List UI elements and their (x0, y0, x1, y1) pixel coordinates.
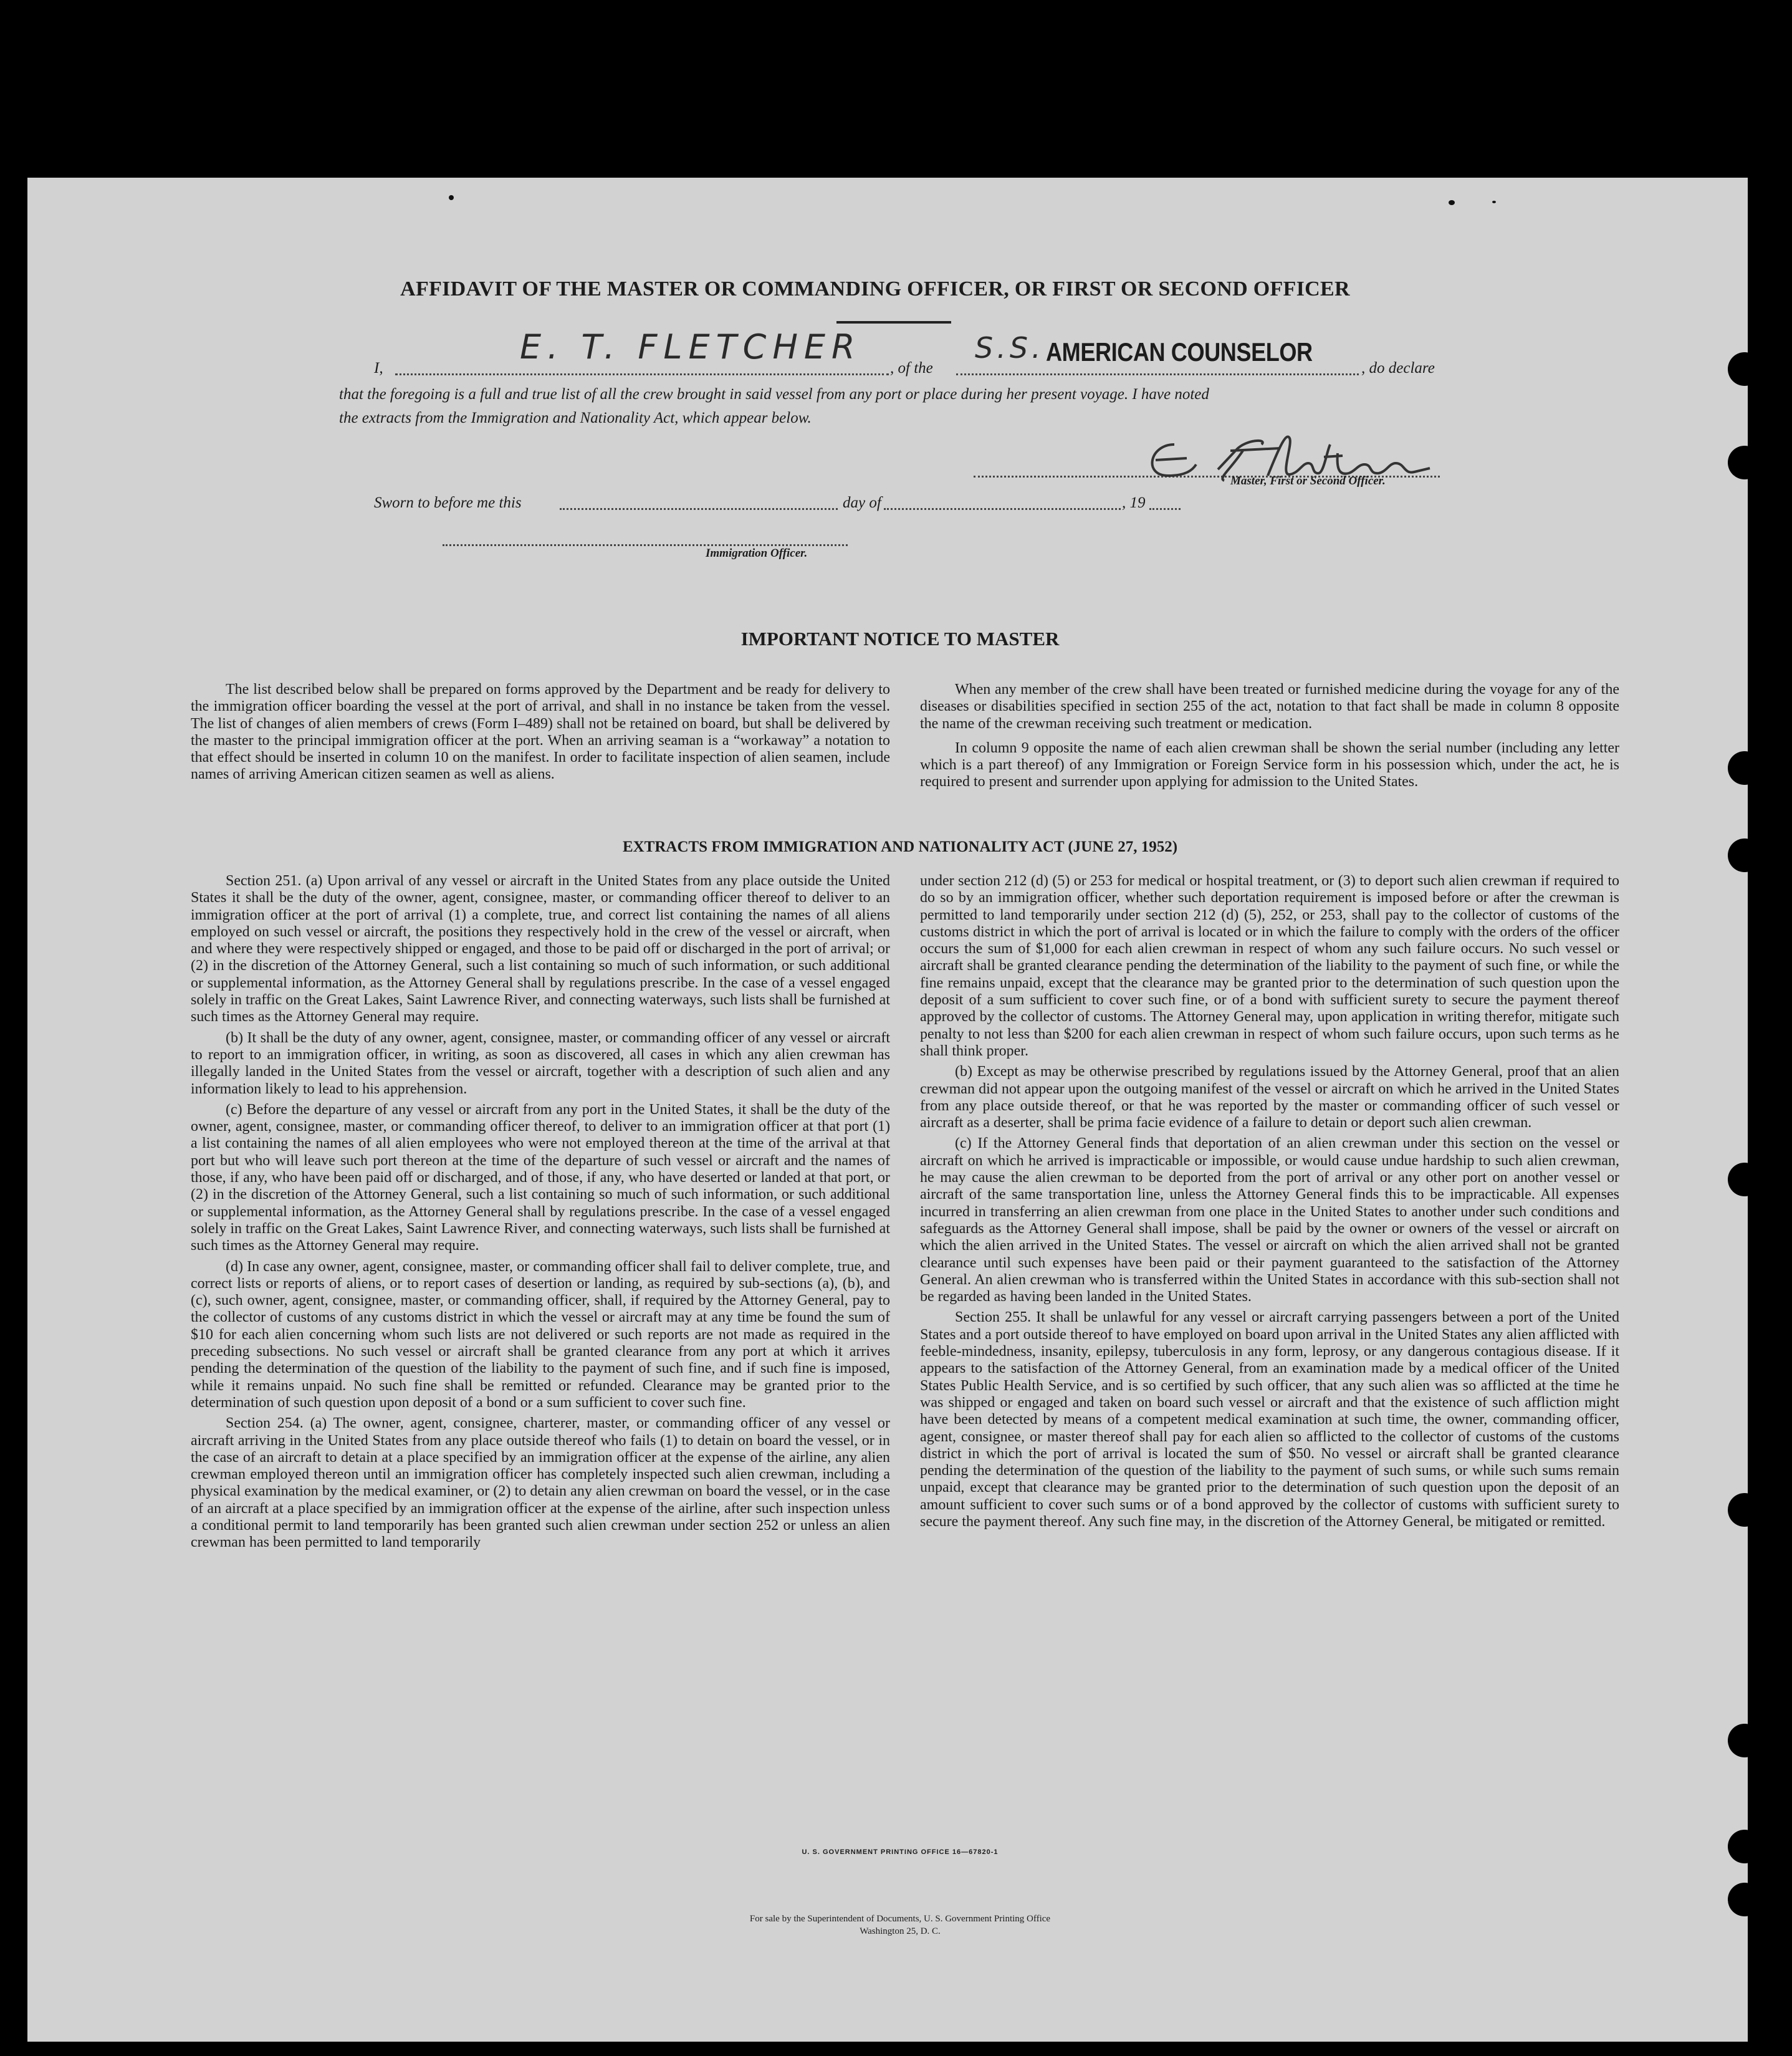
affidavit-title: AFFIDAVIT OF THE MASTER OR COMMANDING OFFICER, OR FIRST OR SECOND OFFICER (400, 277, 1350, 300)
section-254-b: (b) Except as may be otherwise prescribed by regulations issued by the Attorney General, proof that an alien crewman did not appear upon the outgoing manifest of the vessel or aircraft on which he arrived in the United States from any place outside thereof, or that he was reported by the master or commanding officer of such vessel or aircraft as a deserter, shall be prima facie evidence of a failure to detain or deport such alien crewman. (920, 1064, 1619, 1131)
declaration-line-1: that the foregoing is a full and true list of all the crew brought in said vessel from any port or place during her present voyage. I have noted (339, 386, 1209, 403)
section-251-b: (b) It shall be the duty of any owner, agent, consignee, master, or commanding officer of any vessel or aircraft to report to an immigration officer, in writing, as soon as discovered, all cases in which any alien crewman has illegally landed in the United States from the vessel or aircraft, together with a description of such alien and any information likely to lead to his apprehension. (191, 1029, 890, 1097)
title-rule (836, 321, 951, 324)
punch-hole (1728, 838, 1748, 872)
notice-right-paragraph-2: In column 9 opposite the name of each alien crewman shall be shown the serial number (including any letter which is a part thereof) of any Immigration or Foreign Service form in his possession which, under the act, he is required to present and surrender upon applying for admission to the United States. (920, 739, 1619, 790)
form-page (27, 178, 1748, 2042)
section-255: Section 255. It shall be unlawful for any vessel or aircraft carrying passengers between a port of the United States and a port outside thereof to have employed on board upon arrival in the United States any alien afflicted with feeble-mindedness, insanity, epilepsy, tuberculosis in any form, leprosy, or any dangerous contagious disease. If it appears to the satisfaction of the Attorney General, from an examination made by a medical officer of the United States Public Health Service, and is so certified by such officer, that any such alien was so afflicted at the time he was shipped or engaged and taken on board such vessel or aircraft and that the existence of such affliction might have been detected by means of a competent medical examination at such time, the owner, commanding officer, agent, consignee, or master thereof shall pay for each alien so afflicted to the collector of customs of the customs district in which the port of arrival is located the sum of $50. No vessel or aircraft shall be granted clearance pending the determination of the question of the liability to the payment of such sums, or while such sums remain unpaid, except that clearance may be granted prior to the determination of such question upon the deposit of an amount sufficient to cover such sums or of a bond approved by the collector of customs with sufficient surety to secure the payment thereof. Any such fine may, in the discretion of the Attorney General, be mitigated or remitted. (920, 1309, 1619, 1530)
sworn-month-line (884, 501, 1121, 510)
punch-hole (1728, 1493, 1748, 1527)
immigration-officer-caption: Immigration Officer. (706, 547, 808, 560)
of-the-label: , of the (890, 360, 933, 377)
notice-right-column (920, 681, 1619, 795)
extracts-title: EXTRACTS FROM IMMIGRATION AND NATIONALITY ACT (JUNE 27, 1952) (622, 838, 1178, 855)
section-251-d: (d) In case any owner, agent, consignee, master, or commanding officer shall fail to deliver complete, true, and correct lists or reports of aliens, or to report cases of desertion or landing, as required by sub-sections (a), (b), and (c), such owner, agent, consignee, master, or commanding officer, shall, if required by the Attorney General, pay to the collector of customs of any customs district in which the vessel or aircraft may at any time be found the sum of $10 for each alien concerning whom such lists are not delivered or such reports are not made as required in the preceding subsections. No such vessel or aircraft shall be granted clearance from any port at which it arrives pending the determination of the question of the liability to the payment of such fine, and if such fine is imposed, while it remains unpaid. No such fine shall be remitted or refunded. Clearance may be granted prior to the determination of such question upon deposit of a bond or a sum sufficient to cover such fine. (191, 1258, 890, 1411)
punch-hole (1728, 751, 1748, 785)
immigration-officer-line (443, 538, 848, 546)
speck (449, 195, 454, 200)
officer-name: E. T. FLETCHER (520, 327, 861, 367)
sworn-day-line (560, 501, 838, 510)
notice-left-column (191, 681, 890, 787)
signature-caption: Master, First or Second Officer. (1230, 474, 1386, 488)
punch-hole (1728, 1830, 1748, 1863)
extracts-right-column (920, 873, 1619, 1534)
do-declare-label: , do declare (1361, 360, 1435, 377)
punch-hole (1728, 1163, 1748, 1196)
section-254-a-continued: under section 212 (d) (5) or 253 for medical or hospital treatment, or (3) to deport such alien crewman if required to do so by an immigration officer, whether such deportation requirement is imposed before or after the crewman is permitted to land temporarily under section 212 (d) (5), 252, or 253, shall pay to the collector of customs of the customs district in which the port of arrival is located or in which the failure to comply with the orders of the officer occurs the sum of $1,000 for each alien crewman in respect of whom any such failure occurs. No such vessel or aircraft shall be granted clearance pending the determination of the liability to the payment of such fine, or while the fine remains unpaid, except that the clearance may be granted prior to the determination of such question upon the deposit of a sum sufficient to cover such fine, or of a bond with sufficient surety to secure the payment thereof approved by the collector of customs. The Attorney General may, upon application in writing therefor, mitigate such penalty to not less than $200 for each alien crewman in respect of whom such failure occurs, upon such terms as he shall think proper. (920, 873, 1619, 1059)
punch-hole (1728, 1883, 1748, 1916)
notice-title: IMPORTANT NOTICE TO MASTER (740, 628, 1060, 650)
punch-hole (1728, 446, 1748, 479)
vessel-name-stamp: AMERICAN COUNSELOR (1046, 337, 1313, 367)
notice-right-paragraph-1: When any member of the crew shall have been treated or furnished medicine during the voyage for any of the diseases or disabilities specified in section 255 of the act, notation to that fact shall be made in column 8 opposite the name of the crewman receiving such treatment or medication. (920, 681, 1619, 732)
extracts-left-column (191, 873, 890, 1555)
sworn-year-line (1149, 501, 1181, 510)
punch-hole (1728, 352, 1748, 386)
sale-line-2: Washington 25, D. C. (860, 1926, 941, 1936)
speck (1492, 201, 1496, 203)
section-251-c: (c) Before the departure of any vessel or aircraft from any port in the United States, it shall be the duty of the owner, agent, consignee, master, or commanding officer thereof, to deliver to an immigration officer at that port (1) a list containing the names of all alien employees who were not employed thereon at the time of the arrival at that port but who will leave such port thereon at the time of the departure of such vessel or aircraft and the names of those, if any, who have been paid off or discharged, and of those, if any, who have deserted or landed at that port, or (2) in the discretion of the Attorney General, such a list containing so much of such information, or such additional or supplemental information, as the Attorney General shall by regulations prescribe. In the case of a vessel engaged solely in traffic on the Great Lakes, Saint Lawrence River, and connecting waterways, such lists shall be furnished at such times as the Attorney General may require. (191, 1101, 890, 1254)
punch-hole (1728, 1724, 1748, 1757)
sworn-label: Sworn to before me this (374, 494, 522, 511)
sale-line-1: For sale by the Superintendent of Documents, U. S. Government Printing Office (749, 1914, 1051, 1924)
notice-left-paragraph: The list described below shall be prepared on forms approved by the Department and be ready for delivery to the immigration officer boarding the vessel at the port of arrival, and shall in no instance be taken from the vessel. The list of changes of alien members of crews (Form I–489) shall not be retained on board, but shall be delivered by the master to the principal immigration officer at the port. When an arriving seaman is a “workaway” a notation to that effect should be inserted in column 10 on the manifest. In order to facilitate inspection of alien seamen, include names of arriving American citizen seamen as well as aliens. (191, 681, 890, 783)
day-of-label: day of (843, 494, 881, 511)
vessel-prefix: S.S. (975, 331, 1045, 365)
year-label: , 19 (1122, 494, 1146, 511)
printing-office-code: U. S. GOVERNMENT PRINTING OFFICE 16—67820-1 (802, 1848, 999, 1856)
speck (1449, 200, 1455, 205)
i-label: I, (374, 360, 383, 377)
section-254-a: Section 254. (a) The owner, agent, consignee, charterer, master, or commanding officer of any vessel or aircraft arriving in the United States from any place outside thereof who fails (1) to detain on board the vessel, or in the case of an aircraft to detain at a place specified by an immigration officer at the expense of the airline, any alien crewman employed thereon until an immigration officer has completely inspected such alien crewman, including a physical examination by the medical examiner, or (2) to detain any alien crewman on board the vessel, or in the case of an aircraft at a place specified by an immigration officer at the expense of the airline, after such inspection unless a conditional permit to land temporarily has been granted such alien crewman under section 252 or unless an alien crewman has been permitted to land temporarily (191, 1415, 890, 1551)
section-254-c: (c) If the Attorney General finds that deportation of an alien crewman under this section on the vessel or aircraft on which he arrived is impracticable or impossible, or would cause undue hardship to such alien crewman, he may cause the alien crewman to be deported from the port of arrival or any other port on another vessel or aircraft of the same transportation line, unless the Attorney General finds this to be impracticable. All expenses incurred in transferring an alien crewman from one place in the United States to another under such conditions and safeguards as the Attorney General shall impose, shall be paid by the owner or owners of the vessel or aircraft on which the alien arrived in the United States. The vessel or aircraft on which the alien arrived shall not be granted clearance until such expenses have been paid or their payment guaranteed to the satisfaction of the Attorney General. An alien crewman who is transferred within the United States in accordance with this sub-section shall not be regarded as having been landed in the United States. (920, 1135, 1619, 1305)
declaration-line-2: the extracts from the Immigration and Nationality Act, which appear below. (339, 410, 812, 426)
section-251-a: Section 251. (a) Upon arrival of any vessel or aircraft in the United States from any place outside the United States it shall be the duty of the owner, agent, consignee, master, or commanding officer thereof to deliver to an immigration officer at the port of arrival (1) a complete, true, and correct list containing the names of all aliens employed on such vessel or aircraft, the positions they respectively hold in the crew of the vessel or aircraft, when and where they were respectively shipped or engaged, and those to be paid off or discharged in the port of arrival; or (2) in the discretion of the Attorney General, such a list containing so much of such information, or such additional or supplemental information, as the Attorney General shall by regulations prescribe. In the case of a vessel engaged solely in traffic on the Great Lakes, Saint Lawrence River, and connecting waterways, such lists shall be furnished at such times as the Attorney General may require. (191, 873, 890, 1026)
